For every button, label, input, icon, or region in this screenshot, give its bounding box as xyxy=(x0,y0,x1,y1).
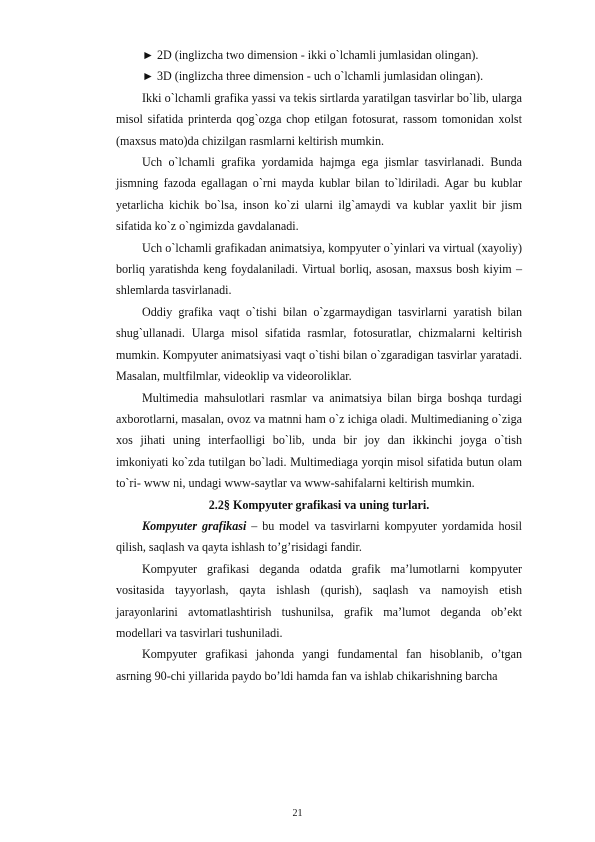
bullet-3d: ► 3D (inglizcha three dimension - uch o`lchamli jumlasidan olingan). xyxy=(142,69,484,84)
definition-text: – bu model va tasvirlarni kompyuter yordamida hosil qilish, saqlash va qayta ishlash to’g’risidagi fandir. xyxy=(116,518,522,555)
bullet-2d: ► 2D (inglizcha two dimension - ikki o`lchamli jumlasidan olingan). xyxy=(142,48,479,62)
paragraph-definition xyxy=(116,516,522,559)
paragraph-graphics-meaning: Kompyuter grafikasi deganda odatda grafik ma’lumotlarni kompyuter vositasida tayyorlash, qayta ishlash (qurish), saqlash va namoyish etish jarayonlarini avtomatlashtirish tushunilsa, grafik ma’lumot deganda ob’ekt modellari va tasvirlari tushuniladi. xyxy=(116,561,522,640)
paragraph-3d-graphics: Uch o`lchamli grafika yordamida hajmga ega jismlar tasvirlanadi. Bunda jismning fazoda egallagan o`rni mayda kublar bilan to`ldiriladi. Agar bu kublar yetarlicha kichik bo`lsa, inson ko`zi ularni ilg`amaydi va kublar yaxlit bir jism sifatida ko`z o`ngimizda gavdalanadi. xyxy=(116,155,522,234)
paragraph-multimedia: Multimedia mahsulotlari rasmlar va animatsiya bilan birga boshqa turdagi axborotlarni, masalan, ovoz va matnni ham o`z ichiga oladi. Multimedianing o`ziga xos jihati uning interfaolligi bo`lib, unda bir joy dan ikkinchi joyga o`tish imkoniyati ko`zda tutilgan bo`ladi. Multimediaga yorqin misol sifatida butun olam to`ri- www ni, undagi www-saytlar va www-sahifalarni keltirish mumkin. xyxy=(116,390,522,491)
paragraph-2d-graphics: Ikki o`lchamli grafika yassi va tekis sirtlarda yaratilgan tasvirlar bo`lib, ularga misol sifatida printerda qog`ozga chop etilgan fotosurat, rassom tomonidan xolst (maxsus mato)da chizilgan rasmlarni keltirish mumkin. xyxy=(116,90,522,148)
page-body xyxy=(116,45,522,687)
section-heading: 2.2§ Kompyuter grafikasi va uning turlari. xyxy=(208,497,430,512)
defined-term: Kompyuter grafikasi xyxy=(142,518,247,533)
paragraph-animation: Oddiy grafika vaqt o`tishi bilan o`zgarmaydigan tasvirlarni yaratish bilan shug`ullanadi. Ularga misol sifatida rasmlar, fotosuratlar, chizmalarni keltirish mumkin. Kompyuter animatsiyasi vaqt o`tishi bilan o`zgaradigan tasvirlar yaratadi. Masalan, multfilmlar, videoklip va videoroliklar. xyxy=(116,304,522,384)
page-number: 21 xyxy=(292,808,303,819)
paragraph-graphics-history: Kompyuter grafikasi jahonda yangi fundamental fan hisoblanib, o’tgan asrning 90-chi yillarida paydo bo’ldi hamda fan va ishlab chikarishning barcha xyxy=(116,647,522,683)
paragraph-3d-usage: Uch o`lchamli grafikadan animatsiya, kompyuter o`yinlari va virtual (xayoliy) borliq yaratishda keng foydalaniladi. Virtual borliq, asosan, maxsus bosh kiyim – shlemlarda tasvirlanadi. xyxy=(116,240,522,298)
